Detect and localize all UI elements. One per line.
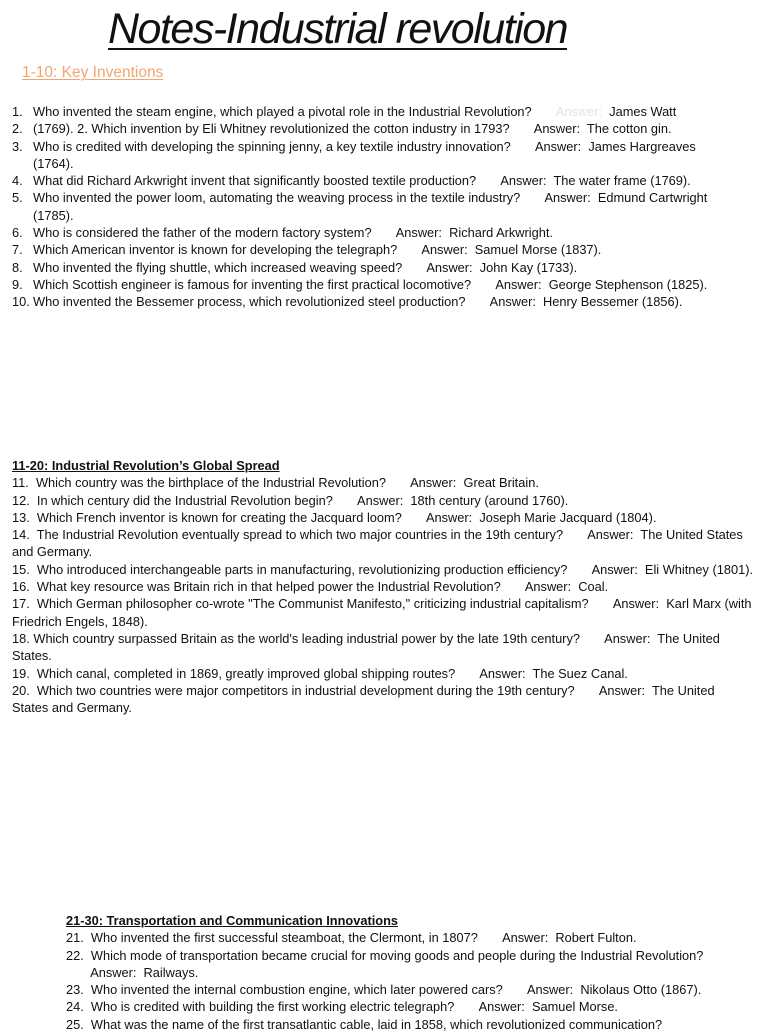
- page-title: Notes-Industrial revolution: [108, 5, 568, 53]
- answer-label: Answer:: [478, 999, 525, 1015]
- answer-label: Answer:: [591, 561, 638, 577]
- section1-heading: 1-10: Key Inventions: [22, 64, 164, 81]
- item-number: 9.: [12, 276, 23, 292]
- item-number: 25.: [66, 1016, 84, 1032]
- list-item: [12, 224, 727, 241]
- list-item: [66, 981, 746, 998]
- answer-label: Answer:: [533, 121, 581, 137]
- answer-label: Answer:: [421, 242, 468, 258]
- section1-list: [12, 103, 727, 311]
- question-text: The Industrial Revolution eventually spread to which two major countries in the 19th century?: [36, 527, 564, 543]
- answer-label: Answer:: [395, 225, 442, 241]
- item-number: 11.: [12, 475, 29, 491]
- answer-label: Answer:: [426, 509, 473, 525]
- answer-text: Karl Marx (with Friedrich Engels, 1848).: [12, 596, 752, 629]
- answer-text: 18th century (around 1760).: [410, 492, 569, 508]
- question-text: Which two countries were major competitors in industrial development during the 19th century?: [36, 682, 575, 698]
- question-text: Which country surpassed Britain as the world's leading industrial power by the late 19th century?: [33, 630, 580, 646]
- item-number: 22.: [66, 947, 84, 963]
- section2-heading: 11-20: Industrial Revolution’s Global Spread: [12, 458, 280, 473]
- answer-text: James Hargreaves (1764).: [33, 138, 696, 171]
- answer-label: Answer:: [598, 682, 646, 698]
- answer-text: The water frame (1769).: [553, 173, 691, 189]
- item-number: 15.: [12, 561, 30, 577]
- question-text: Which mode of transportation became crucial for moving goods and people during the Industrial Revolution?: [90, 947, 704, 963]
- item-number: 5.: [12, 190, 23, 206]
- item-number: 7.: [12, 242, 23, 258]
- item-number: 3.: [12, 138, 23, 154]
- question-text: Which French inventor is known for creating the Jacquard loom?: [36, 509, 402, 525]
- list-item: [12, 241, 727, 258]
- answer-label: Answer:: [426, 259, 473, 275]
- item-number: 2.: [12, 121, 23, 137]
- answer-label: Answer:: [526, 982, 574, 998]
- item-number: 8.: [12, 259, 23, 275]
- list-item: [12, 561, 754, 578]
- list-item: [12, 492, 754, 509]
- question-text: Who is credited with developing the spinning jenny, a key textile industry innovation?: [33, 138, 511, 154]
- answer-label: Answer:: [410, 475, 457, 491]
- answer-label: Answer:: [500, 173, 547, 189]
- question-text: What was the name of the first transatlantic cable, laid in 1858, which revolutionized communication?: [90, 1016, 663, 1032]
- question-text: In which century did the Industrial Revolution begin?: [36, 492, 333, 508]
- item-number: 24.: [66, 999, 84, 1015]
- item-number: 10.: [12, 294, 30, 310]
- item-number: 12.: [12, 492, 30, 508]
- list-item: [12, 665, 754, 682]
- answer-text: The Suez Canal.: [532, 665, 628, 681]
- question-text: Who invented the power loom, automating the weaving process in the textile industry?: [33, 190, 521, 206]
- question-text: Who invented the flying shuttle, which increased weaving speed?: [33, 259, 403, 275]
- list-item: [12, 103, 727, 120]
- answer-text: The United States and Germany.: [12, 527, 743, 560]
- item-number: 20.: [12, 682, 30, 698]
- list-item: [12, 120, 727, 137]
- item-number: 4.: [12, 173, 23, 189]
- list-item: [12, 276, 727, 293]
- answer-label: Answer:: [604, 630, 651, 646]
- question-text: What key resource was Britain rich in that helped power the Industrial Revolution?: [36, 579, 501, 595]
- item-number: 23.: [66, 982, 84, 998]
- item-number: 16.: [12, 579, 30, 595]
- answer-text: The United States.: [12, 630, 720, 664]
- list-item: [66, 998, 746, 1015]
- answer-label: Answer:: [524, 579, 572, 595]
- list-item: [66, 947, 746, 982]
- list-item: [12, 509, 754, 526]
- answer-text: Great Britain.: [463, 475, 539, 491]
- answer-text: Railways.: [143, 964, 199, 980]
- answer-label: Answer:: [534, 138, 582, 154]
- question-text: Who is credited with building the first working electric telegraph?: [90, 999, 455, 1015]
- section2-list: [12, 457, 754, 716]
- answer-label: Answer:: [90, 964, 137, 980]
- question-text: Which canal, completed in 1869, greatly improved global shipping routes?: [36, 665, 456, 681]
- answer-text: The cotton gin.: [586, 121, 672, 137]
- list-item: [12, 138, 727, 173]
- answer-label: Answer:: [544, 190, 591, 206]
- list-item: [12, 630, 754, 665]
- question-text: Which Scottish engineer is famous for inventing the first practical locomotive?: [33, 276, 472, 292]
- item-number: 18.: [12, 630, 30, 646]
- answer-label: Answer:: [357, 492, 404, 508]
- item-number: 14.: [12, 527, 30, 543]
- answer-text: Joseph Marie Jacquard (1804).: [479, 509, 657, 525]
- answer-text: James Watt: [609, 104, 677, 119]
- list-item: [12, 595, 754, 630]
- answer-text: Richard Arkwright.: [449, 225, 553, 241]
- answer-label: Answer:: [495, 276, 542, 292]
- section3-heading: 21-30: Transportation and Communication Innovations: [66, 913, 399, 928]
- question-text: Who invented the first successful steamboat, the Clermont, in 1807?: [90, 930, 478, 946]
- item-number: 6.: [12, 225, 23, 241]
- answer-text: Edmund Cartwright (1785).: [33, 190, 708, 223]
- item-number: 21.: [66, 930, 84, 946]
- answer-text: Robert Fulton.: [555, 930, 637, 946]
- item-number: 19.: [12, 665, 30, 681]
- list-item: [12, 259, 727, 276]
- list-item: [12, 172, 727, 189]
- answer-label: Answer:: [489, 294, 536, 310]
- question-text: (1769). 2. Which invention by Eli Whitney revolutionized the cotton industry in 1793?: [33, 121, 510, 137]
- question-text: Who invented the Bessemer process, which revolutionized steel production?: [33, 294, 466, 310]
- question-text: Who invented the internal combustion engine, which later powered cars?: [90, 982, 503, 998]
- answer-label: Answer:: [612, 596, 660, 612]
- answer-text: Eli Whitney (1801).: [644, 561, 754, 577]
- list-item: [12, 682, 754, 717]
- list-item: [12, 578, 754, 595]
- list-item: [12, 189, 727, 224]
- answer-label: Answer:: [479, 665, 526, 681]
- question-text: Which American inventor is known for developing the telegraph?: [33, 242, 398, 258]
- question-text: Which country was the birthplace of the Industrial Revolution?: [35, 475, 386, 491]
- list-item: [66, 1016, 746, 1033]
- answer-text: Samuel Morse.: [531, 999, 618, 1015]
- list-item: [12, 526, 754, 561]
- list-item: [12, 474, 754, 491]
- answer-text: Samuel Morse (1837).: [474, 242, 602, 258]
- question-text: Which German philosopher co-wrote "The Communist Manifesto," criticizing industrial capitalism?: [36, 596, 589, 612]
- answer-label: Answer:: [555, 104, 603, 119]
- item-number: 1.: [12, 104, 23, 119]
- answer-label: Answer:: [587, 527, 634, 543]
- question-text: Who is considered the father of the modern factory system?: [33, 225, 372, 241]
- list-item: [12, 293, 727, 310]
- answer-text: The United States and Germany.: [12, 682, 715, 716]
- question-text: Who introduced interchangeable parts in manufacturing, revolutionizing production efficiency?: [36, 561, 568, 577]
- answer-text: Coal.: [578, 579, 609, 595]
- question-text: Who invented the steam engine, which played a pivotal role in the Industrial Revolution?: [33, 104, 532, 119]
- answer-text: Henry Bessemer (1856).: [543, 294, 683, 310]
- answer-text: Nikolaus Otto (1867).: [580, 982, 702, 998]
- question-text: What did Richard Arkwright invent that significantly boosted textile production?: [33, 173, 477, 189]
- item-number: 17.: [12, 596, 30, 612]
- answer-text: George Stephenson (1825).: [548, 276, 708, 292]
- section3-list: [66, 912, 746, 1032]
- answer-text: John Kay (1733).: [479, 259, 578, 275]
- item-number: 13.: [12, 509, 30, 525]
- answer-label: Answer:: [502, 930, 549, 946]
- list-item: [66, 929, 746, 946]
